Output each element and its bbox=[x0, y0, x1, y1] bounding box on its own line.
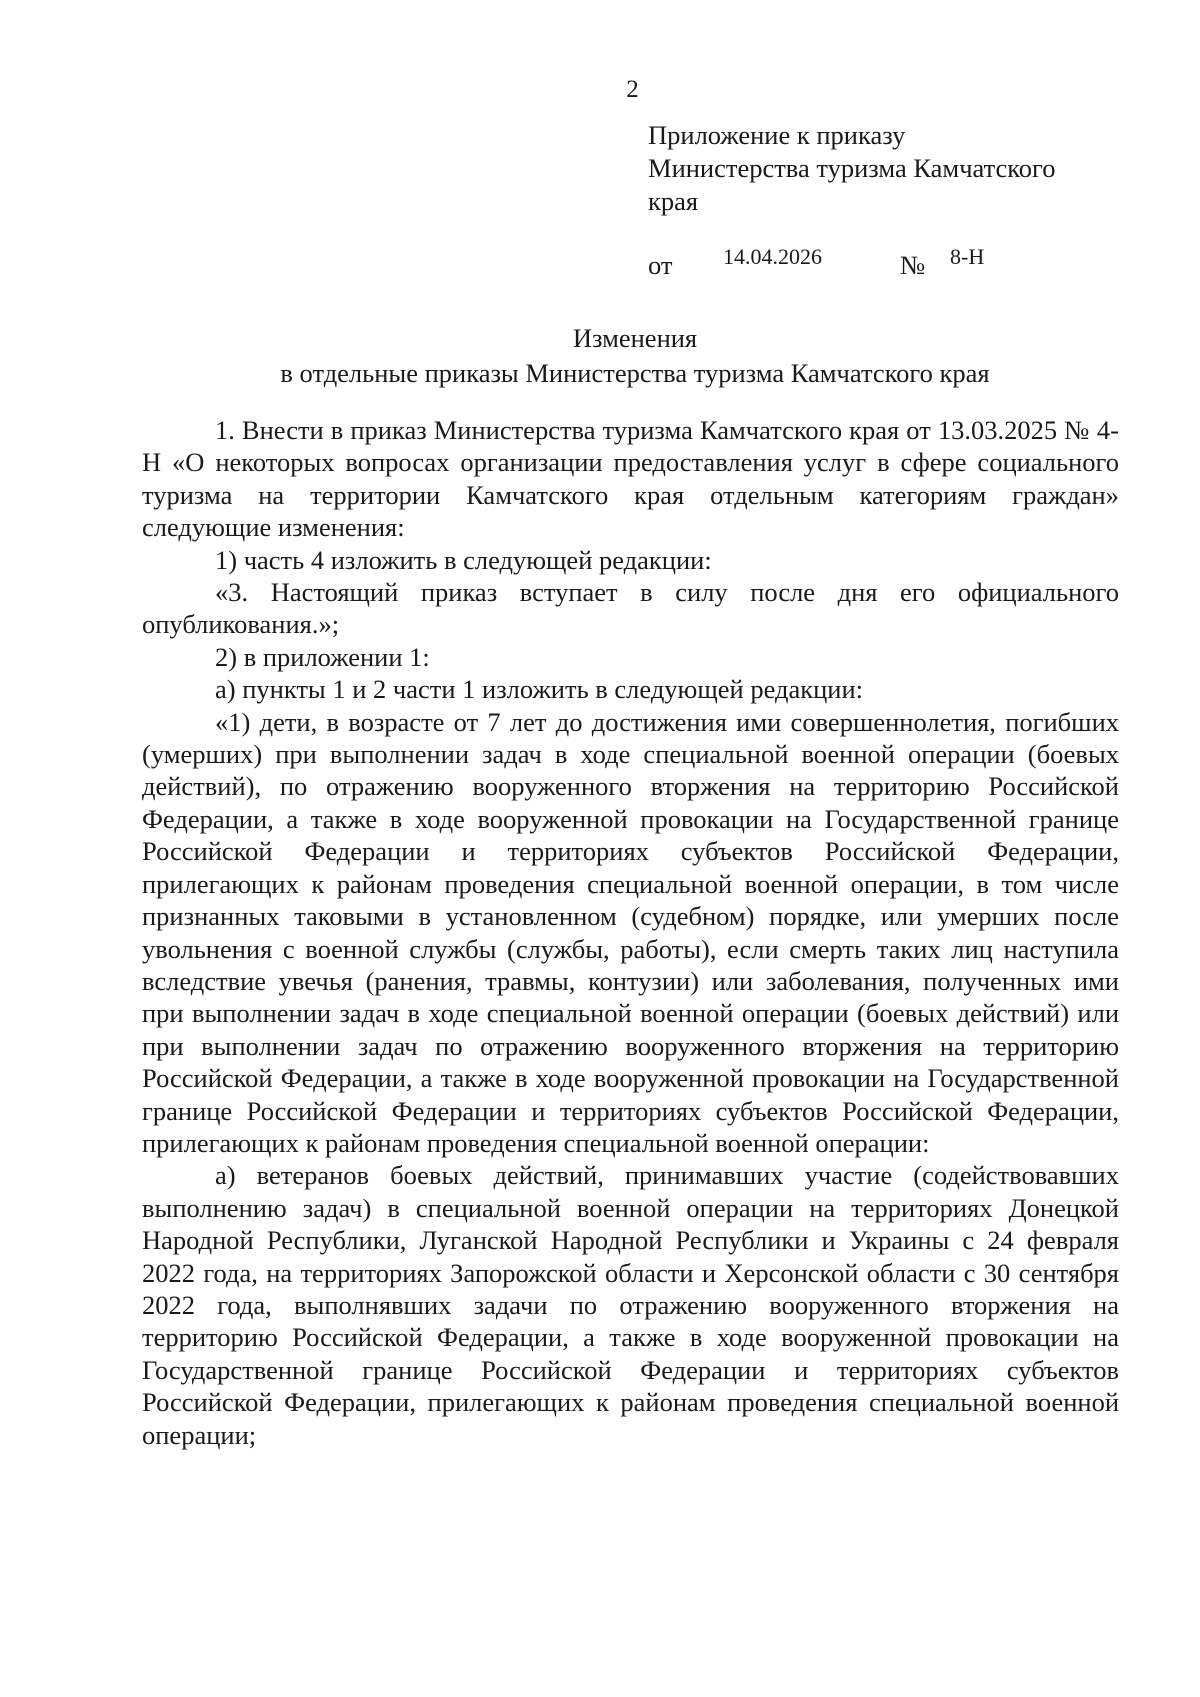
paragraph: «1) дети, в возрасте от 7 лет до достижения ими совершеннолетия, погибших (умерших) при выполнении задач в ходе специальной военной операции (боевых действий), по отражению вооруженного вторжения на территорию Российской Федерации, а также в ходе вооруженной провокации на Государственной границе Российской Федерации и территориях субъектов Российской Федерации, прилегающих к районам проведения специальной военной операции, в том числе признанных таковыми в установленном (судебном) порядке, или умерших после увольнения с военной службы (службы, работы), если смерть таких лиц наступила вследствие увечья (ранения, травмы, контузии) или заболевания, полученных ими при выполнении задач в ходе специальной военной операции (боевых действий) или при выполнении задач по отражению вооруженного вторжения на территорию Российской Федерации, а также в ходе вооруженной провокации на Государственной границе Российской Федерации и территориях субъектов Российской Федерации, прилегающих к районам проведения специальной военной операции: bbox=[142, 706, 1119, 1158]
order-date: 14.04.2026 bbox=[723, 244, 822, 269]
heading-title: Изменения bbox=[572, 323, 698, 353]
page-number: 2 bbox=[626, 76, 639, 103]
document-heading bbox=[140, 321, 1130, 390]
paragraph: 1) часть 4 изложить в следующей редакции: bbox=[215, 544, 712, 575]
annex-line: края bbox=[648, 186, 699, 216]
paragraph: а) ветеранов боевых действий, принимавших участие (содействовавших выполнению задач) в специальной военной операции на территориях Донецкой Народной Республики, Луганской Народной Республики и Украины с 24 февраля 2022 года, на территориях Запорожской области и Херсонской области с 30 сентября 2022 года, выполнявших задачи по отражению вооруженного вторжения на территорию Российской Федерации, а также в ходе вооруженной провокации на Государственной границе Российской Федерации и территориях субъектов Российской Федерации, прилегающих к районам проведения специальной военной операции; bbox=[142, 1160, 1119, 1450]
paragraph: «3. Настоящий приказ вступает в силу после дня его официального опубликования.»; bbox=[142, 577, 1119, 640]
paragraph: 2) в приложении 1: bbox=[215, 641, 430, 672]
paragraph: а) пункты 1 и 2 части 1 изложить в следующей редакции: bbox=[215, 674, 864, 705]
order-date-number bbox=[648, 244, 988, 280]
from-label: от bbox=[648, 250, 673, 280]
annex-line: Приложение к приказу bbox=[648, 120, 906, 150]
paragraph: 1. Внести в приказ Министерства туризма Камчатского края от 13.03.2025 № 4-Н «О некоторых вопросах организации предоставления услуг в сфере социального туризма на территории Камчатского края отдельным категориям граждан» следующие изменения: bbox=[142, 415, 1119, 543]
annex-header bbox=[648, 119, 1056, 218]
annex-line: Министерства туризма Камчатского bbox=[648, 153, 1056, 183]
order-number: 8-Н bbox=[950, 244, 985, 269]
number-label: № bbox=[900, 250, 926, 280]
heading-subtitle: в отдельные приказы Министерства туризма Камчатского края bbox=[280, 357, 990, 388]
document-body bbox=[142, 414, 1119, 1451]
